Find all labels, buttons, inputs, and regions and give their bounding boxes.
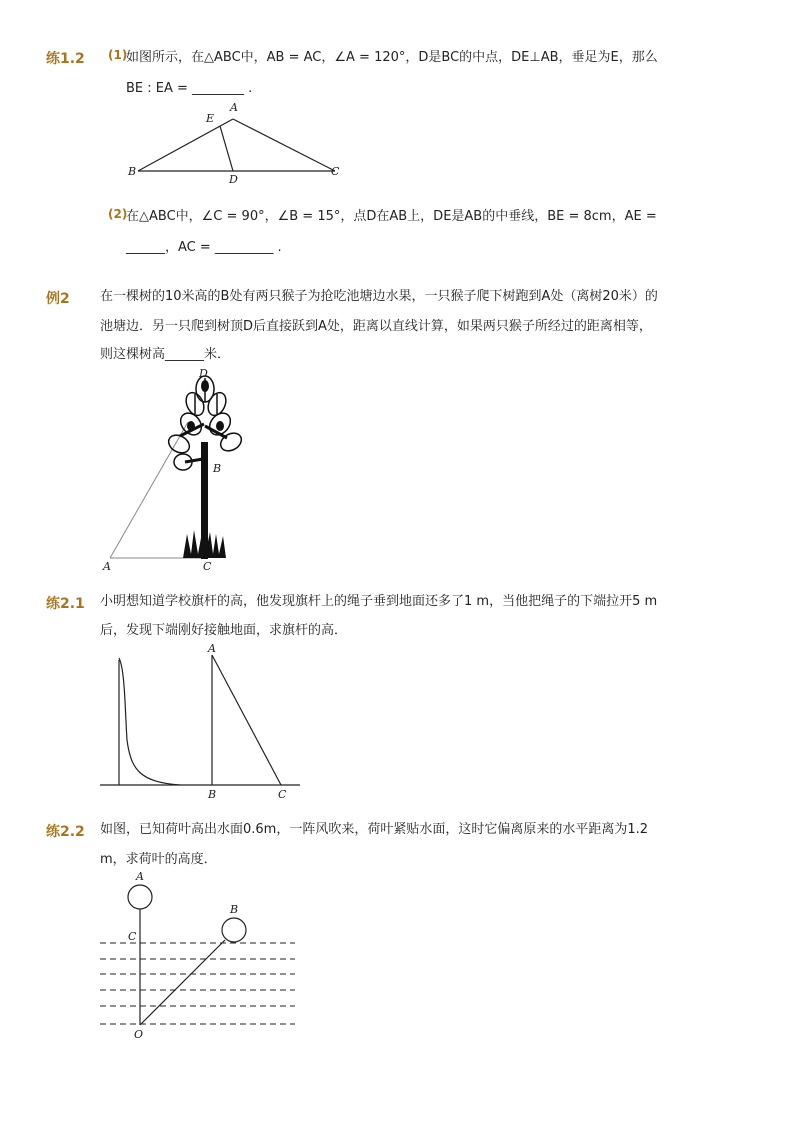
problem-1-part1-line1: 如图所示，在△ABC中，AB = AC，∠A = 120°，D是BC的中点，DE⊥AB，垂足为E，那么 [126, 50, 658, 65]
label-b: B [230, 903, 239, 916]
problem-3-line1: 如图，已知荷叶高出水面0.6m，一阵风吹来，荷叶紧贴水面，这时它偏离原来的水平距离为1.2 [100, 822, 649, 837]
label-c: C [331, 165, 340, 178]
label-c: C [203, 560, 212, 573]
label-b: B [128, 165, 137, 178]
tree-figure [95, 364, 255, 574]
part-number-2: (2) [108, 207, 128, 221]
label-b: B [208, 788, 217, 801]
label-a: A [230, 101, 238, 114]
problem-tag-1-2: 练1.2 [46, 51, 85, 67]
example-2-line2: 池塘边．另一只爬到树顶D后直接跃到A处，距离以直线计算，如果两只猴子所经过的距离相等， [100, 319, 652, 334]
label-d: D [229, 173, 238, 186]
label-b: B [213, 462, 222, 475]
problem-3-line2: m，求荷叶的高度． [100, 852, 217, 867]
problem-1-part2-line1: 在△ABC中，∠C = 90°，∠B = 15°，点D在AB上，DE是AB的中垂线，BE = 8cm，AE = [126, 209, 657, 224]
part-number-1: (1) [108, 48, 128, 62]
triangle-figure-abc [120, 98, 350, 188]
problem-1-part1-line2: BE : EA = ________ . [126, 81, 253, 96]
label-c: C [128, 930, 137, 943]
lotus-figure [95, 868, 305, 1043]
label-a: A [208, 642, 216, 655]
example-2-line3: 则这棵树高______米． [100, 347, 231, 362]
label-a: A [136, 870, 144, 883]
problem-2-line2: 后，发现下端刚好接触地面，求旗杆的高． [100, 623, 348, 638]
flagpole-figure [95, 640, 305, 805]
problem-2-line1: 小明想知道学校旗杆的高，他发现旗杆上的绳子垂到地面还多了1 m，当他把绳子的下端拉开5 m [100, 594, 658, 609]
example-2-line1: 在一棵树的10米高的B处有两只猴子为抢吃池塘边水果，一只猴子爬下树跑到A处（离树20米）的 [100, 289, 658, 304]
label-o: O [134, 1028, 144, 1041]
problem-1-part2-line2: ______，AC = _________ . [126, 240, 282, 255]
label-d: D [199, 367, 208, 380]
label-c: C [278, 788, 287, 801]
problem-tag-2-1: 练2.1 [46, 596, 85, 612]
label-a: A [103, 560, 111, 573]
problem-tag-2-2: 练2.2 [46, 824, 85, 840]
example-tag-2: 例2 [46, 291, 70, 307]
label-e: E [206, 112, 215, 125]
